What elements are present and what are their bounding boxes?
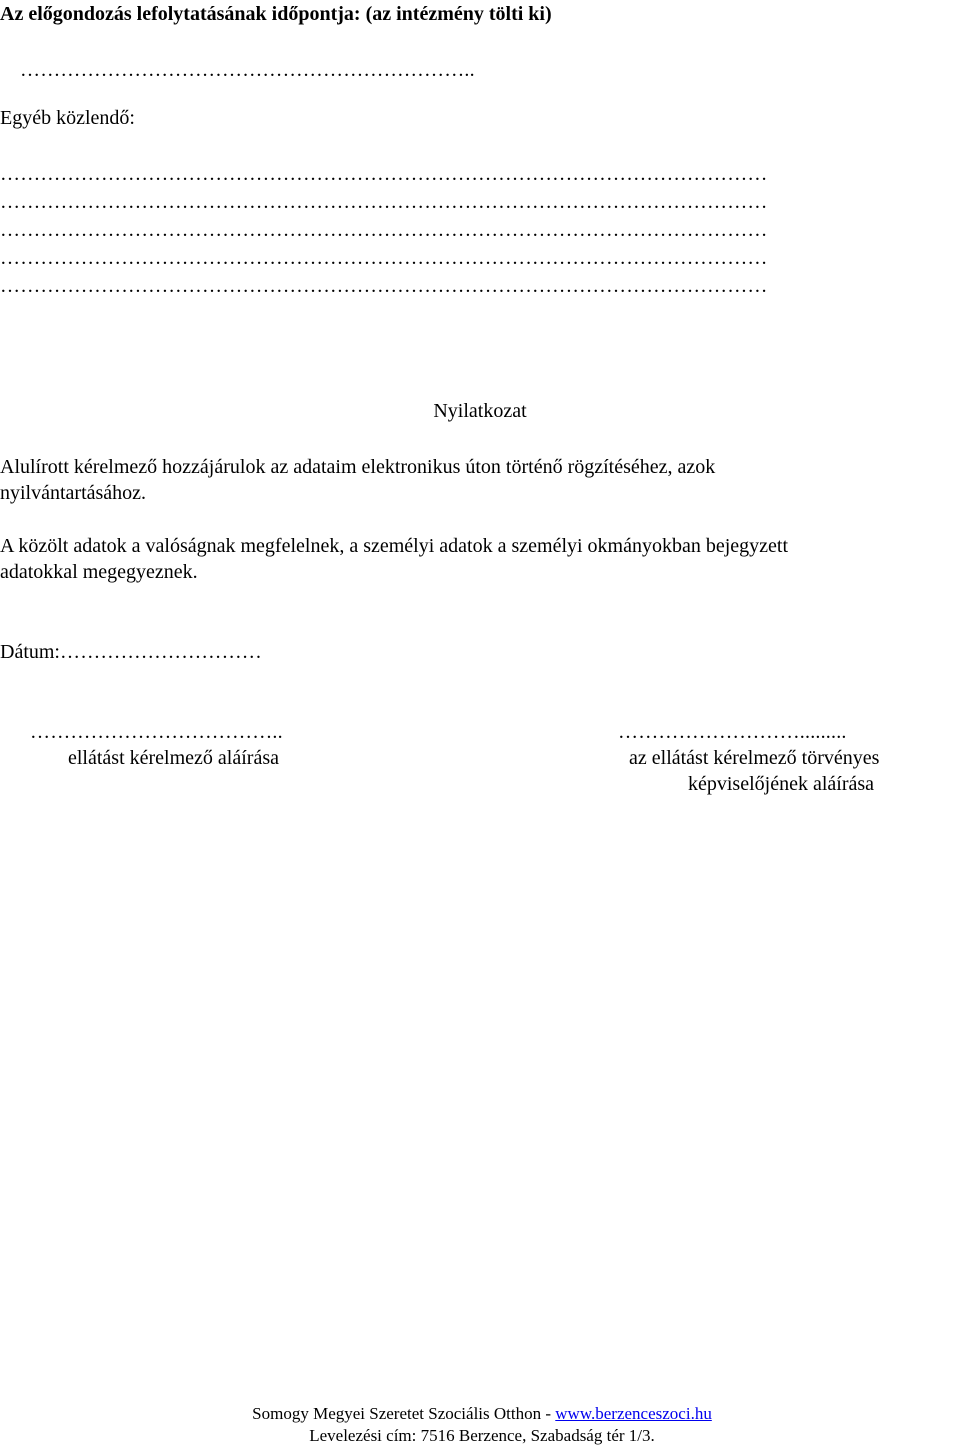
notes-line: ……………………………………………………………………………………………………: [0, 191, 768, 213]
declaration-heading: Nyilatkozat: [433, 400, 527, 422]
accuracy-paragraph-line: A közölt adatok a valóságnak megfelelnek, a személyi adatok a személyi okmányokban bejegyzett: [0, 535, 789, 557]
applicant-signature-label: ellátást kérelmező aláírása: [68, 747, 279, 769]
consent-paragraph-line: nyilvántartásához.: [0, 482, 147, 504]
header-title: Az előgondozás lefolytatásának időpontja: (az intézmény tölti ki): [0, 3, 552, 25]
notes-line: ……………………………………………………………………………………………………: [0, 247, 768, 269]
footer-org-name: Somogy Megyei Szeretet Szociális Otthon -: [252, 1404, 556, 1423]
date-label: Dátum:: [0, 641, 60, 663]
accuracy-paragraph-line: adatokkal megegyeznek.: [0, 561, 198, 583]
date-fill-line: …………………………………………………………..: [20, 59, 475, 81]
representative-signature-dots: ……………………….........: [618, 721, 847, 743]
representative-signature-label: az ellátást kérelmező törvényes: [629, 747, 880, 769]
footer-address: Levelezési cím: 7516 Berzence, Szabadság tér 1/3.: [309, 1426, 655, 1445]
notes-line: ……………………………………………………………………………………………………: [0, 219, 768, 241]
consent-paragraph-line: Alulírott kérelmező hozzájárulok az adataim elektronikus úton történő rögzítéséhez, azok: [0, 456, 716, 478]
representative-signature-label: képviselőjének aláírása: [688, 773, 875, 795]
footer-website-link[interactable]: www.berzenceszoci.hu: [555, 1404, 712, 1423]
footer-org: [0, 1404, 960, 1424]
notes-label: Egyéb közlendő:: [0, 107, 135, 129]
date-dots: …………………………: [60, 641, 262, 663]
notes-line: ……………………………………………………………………………………………………: [0, 163, 768, 185]
applicant-signature-dots: ………………………………..: [30, 721, 283, 743]
date-field: [0, 640, 262, 664]
notes-line: ……………………………………………………………………………………………………: [0, 275, 768, 297]
